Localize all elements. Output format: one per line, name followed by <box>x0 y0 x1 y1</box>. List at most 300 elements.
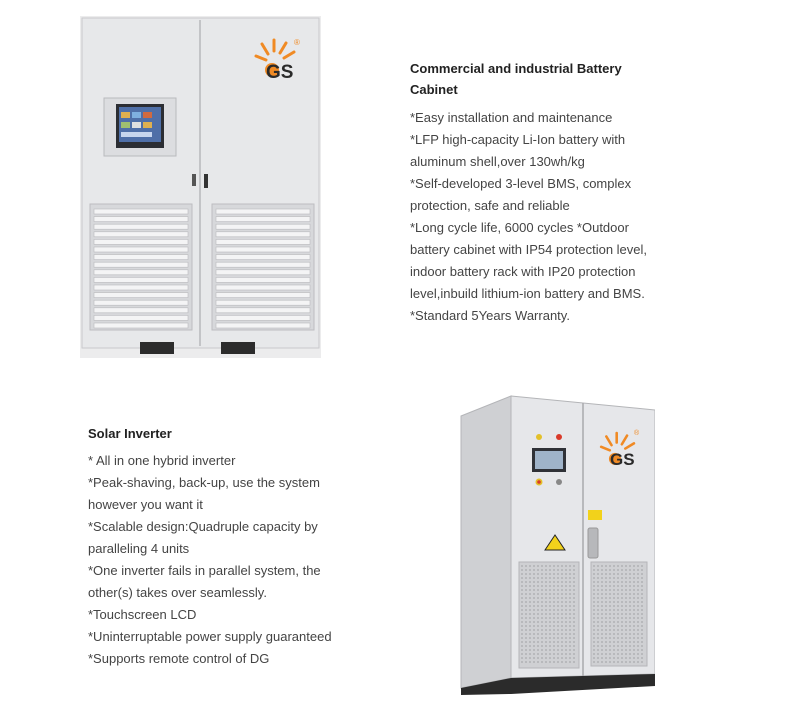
vent-hole <box>529 633 531 635</box>
vent-hole <box>525 641 527 643</box>
vent-hole <box>553 657 555 659</box>
vent-hole <box>605 605 607 607</box>
vent-hole <box>545 653 547 655</box>
vent-hole <box>617 593 619 595</box>
vent-hole <box>541 653 543 655</box>
louvre-slat <box>216 270 310 275</box>
vent-hole <box>557 613 559 615</box>
vent-hole <box>561 621 563 623</box>
vent-hole <box>605 589 607 591</box>
vent-hole <box>565 645 567 647</box>
feature-line: *One inverter fails in parallel system, the <box>88 563 321 578</box>
vent-hole <box>605 645 607 647</box>
vent-hole <box>545 621 547 623</box>
vent-hole <box>529 617 531 619</box>
vent-hole <box>633 585 635 587</box>
vent-hole <box>521 637 523 639</box>
vent-hole <box>617 581 619 583</box>
louvre-slat <box>216 255 310 260</box>
vent-hole <box>565 577 567 579</box>
vent-hole <box>537 569 539 571</box>
vent-hole <box>637 661 639 663</box>
vent-hole <box>533 633 535 635</box>
vent-hole <box>541 569 543 571</box>
louvre-slat <box>94 217 188 222</box>
vent-hole <box>597 613 599 615</box>
vent-hole <box>641 649 643 651</box>
vent-hole <box>597 633 599 635</box>
vent-hole <box>545 661 547 663</box>
feature-line: aluminum shell,over 130wh/kg <box>410 154 585 169</box>
vent-hole <box>569 573 571 575</box>
vent-hole <box>557 569 559 571</box>
louvre-slat <box>94 323 188 328</box>
louvre-slat <box>216 293 310 298</box>
vent-hole <box>629 621 631 623</box>
vent-hole <box>621 645 623 647</box>
vent-hole <box>621 577 623 579</box>
vent-hole <box>569 593 571 595</box>
vent-hole <box>521 573 523 575</box>
vent-hole <box>617 597 619 599</box>
vent-hole <box>605 581 607 583</box>
vent-hole <box>617 629 619 631</box>
vent-hole <box>597 585 599 587</box>
vent-hole <box>641 637 643 639</box>
vent-hole <box>641 633 643 635</box>
vent-hole <box>573 609 575 611</box>
vent-hole <box>561 657 563 659</box>
vent-hole <box>569 569 571 571</box>
vent-hole <box>601 613 603 615</box>
vent-hole <box>541 597 543 599</box>
vent-hole <box>593 625 595 627</box>
vent-hole <box>573 633 575 635</box>
vent-hole <box>565 661 567 663</box>
vent-hole <box>637 617 639 619</box>
vent-hole <box>629 581 631 583</box>
vent-hole <box>545 573 547 575</box>
vent-hole <box>629 569 631 571</box>
vent-hole <box>553 593 555 595</box>
vent-hole <box>533 657 535 659</box>
vent-hole <box>617 625 619 627</box>
vent-hole <box>573 613 575 615</box>
vent-hole <box>609 641 611 643</box>
vent-hole <box>593 661 595 663</box>
vent-hole <box>541 609 543 611</box>
vent-hole <box>545 589 547 591</box>
vent-hole <box>529 653 531 655</box>
vent-hole <box>545 577 547 579</box>
vent-hole <box>549 597 551 599</box>
vent-hole <box>537 637 539 639</box>
vent-hole <box>613 601 615 603</box>
vent-hole <box>545 637 547 639</box>
vent-hole <box>633 597 635 599</box>
vent-hole <box>609 609 611 611</box>
vent-hole <box>537 641 539 643</box>
vent-hole <box>553 597 555 599</box>
vent-hole <box>601 633 603 635</box>
vent-hole <box>617 569 619 571</box>
vent-hole <box>521 609 523 611</box>
battery-cabinet-description <box>410 58 647 327</box>
vent-hole <box>633 573 635 575</box>
vent-hole <box>609 601 611 603</box>
feature-line: battery cabinet with IP54 protection level, <box>410 242 648 257</box>
vent-hole <box>625 657 627 659</box>
vent-hole <box>629 605 631 607</box>
vent-hole <box>609 661 611 663</box>
vent-hole <box>633 593 635 595</box>
vent-hole <box>601 597 603 599</box>
vent-hole <box>541 637 543 639</box>
vent-hole <box>593 637 595 639</box>
vent-hole <box>621 633 623 635</box>
vent-hole <box>625 585 627 587</box>
feature-line: other(s) takes over seamlessly. <box>88 585 267 600</box>
louvre-slat <box>94 239 188 244</box>
vent-hole <box>533 617 535 619</box>
louvre-slat <box>216 323 310 328</box>
vent-hole <box>641 601 643 603</box>
vent-hole <box>537 581 539 583</box>
vent-hole <box>565 569 567 571</box>
vent-hole <box>533 593 535 595</box>
vent-hole <box>613 593 615 595</box>
vent-hole <box>541 601 543 603</box>
vent-hole <box>625 641 627 643</box>
vent-hole <box>533 653 535 655</box>
vent-hole <box>641 597 643 599</box>
vent-hole <box>633 633 635 635</box>
vent-hole <box>641 645 643 647</box>
vent-hole <box>573 649 575 651</box>
vent-hole <box>609 625 611 627</box>
vent-hole <box>609 605 611 607</box>
vent-hole <box>617 573 619 575</box>
vent-hole <box>569 565 571 567</box>
vent-hole <box>593 645 595 647</box>
vent-hole <box>625 633 627 635</box>
vent-hole <box>537 585 539 587</box>
vent-hole <box>573 577 575 579</box>
vent-hole <box>525 601 527 603</box>
vent-hole <box>521 565 523 567</box>
vent-hole <box>605 625 607 627</box>
vent-hole <box>633 589 635 591</box>
vent-hole <box>557 629 559 631</box>
vent-hole <box>573 637 575 639</box>
vent-hole <box>629 585 631 587</box>
vent-hole <box>629 625 631 627</box>
vent-hole <box>573 653 575 655</box>
vent-hole <box>557 609 559 611</box>
vent-hole <box>629 657 631 659</box>
louvre-slat <box>216 224 310 229</box>
vent-hole <box>641 565 643 567</box>
vent-hole <box>601 649 603 651</box>
vent-hole <box>641 609 643 611</box>
vent-hole <box>629 653 631 655</box>
vent-hole <box>605 657 607 659</box>
vent-hole <box>609 649 611 651</box>
vent-hole <box>557 661 559 663</box>
vent-hole <box>625 609 627 611</box>
vent-hole <box>529 573 531 575</box>
vent-hole <box>545 649 547 651</box>
vent-hole <box>537 625 539 627</box>
louvre-slat <box>94 277 188 282</box>
vent-hole <box>569 597 571 599</box>
vent-hole <box>569 577 571 579</box>
vent-hole <box>529 589 531 591</box>
vent-hole <box>601 661 603 663</box>
vent-hole <box>573 641 575 643</box>
vent-hole <box>609 613 611 615</box>
vent-hole <box>537 617 539 619</box>
registered-mark: ® <box>634 430 640 437</box>
vent-hole <box>637 597 639 599</box>
vent-hole <box>637 593 639 595</box>
vent-hole <box>629 645 631 647</box>
vent-hole <box>633 641 635 643</box>
vent-hole <box>573 585 575 587</box>
vent-hole <box>541 661 543 663</box>
vent-hole <box>553 605 555 607</box>
sun-logo-icon <box>250 38 308 86</box>
vent-hole <box>637 601 639 603</box>
vent-hole <box>597 653 599 655</box>
vent-hole <box>537 661 539 663</box>
vent-hole <box>549 657 551 659</box>
vent-hole <box>629 609 631 611</box>
vent-hole <box>525 597 527 599</box>
vent-hole <box>533 585 535 587</box>
vent-hole <box>601 573 603 575</box>
vent-hole <box>545 613 547 615</box>
vent-hole <box>597 573 599 575</box>
vent-hole <box>569 637 571 639</box>
vent-hole <box>613 621 615 623</box>
vent-hole <box>561 617 563 619</box>
vent-hole <box>609 617 611 619</box>
vent-hole <box>521 605 523 607</box>
vent-hole <box>601 625 603 627</box>
vent-hole <box>621 653 623 655</box>
vent-hole <box>637 585 639 587</box>
feature-line: *Easy installation and maintenance <box>410 110 613 125</box>
vent-hole <box>529 585 531 587</box>
vent-hole <box>625 581 627 583</box>
vent-hole <box>549 565 551 567</box>
vent-hole <box>613 589 615 591</box>
vent-hole <box>537 589 539 591</box>
vent-hole <box>569 645 571 647</box>
vent-hole <box>617 657 619 659</box>
vent-hole <box>641 625 643 627</box>
vent-hole <box>529 597 531 599</box>
vent-hole <box>545 625 547 627</box>
vent-hole <box>637 577 639 579</box>
vent-hole <box>569 649 571 651</box>
vent-hole <box>617 613 619 615</box>
vent-hole <box>521 653 523 655</box>
vent-hole <box>561 641 563 643</box>
product-title-line: Cabinet <box>410 82 458 97</box>
vent-hole <box>597 637 599 639</box>
vent-hole <box>621 637 623 639</box>
vent-hole <box>541 649 543 651</box>
vent-hole <box>553 613 555 615</box>
vent-hole <box>561 581 563 583</box>
vent-hole <box>521 657 523 659</box>
vent-hole <box>569 621 571 623</box>
vent-hole <box>533 637 535 639</box>
vent-hole <box>597 661 599 663</box>
vent-hole <box>541 645 543 647</box>
vent-hole <box>569 601 571 603</box>
vent-hole <box>557 617 559 619</box>
vent-hole <box>613 617 615 619</box>
vent-hole <box>553 629 555 631</box>
vent-hole <box>617 585 619 587</box>
vent-hole <box>641 585 643 587</box>
vent-hole <box>541 573 543 575</box>
feature-line: indoor battery rack with IP20 protection <box>410 264 636 279</box>
vent-hole <box>641 617 643 619</box>
vent-hole <box>605 617 607 619</box>
vent-hole <box>633 609 635 611</box>
vent-hole <box>549 617 551 619</box>
vent-hole <box>633 629 635 631</box>
vent-hole <box>621 593 623 595</box>
vent-hole <box>525 653 527 655</box>
feature-line: *Scalable design:Quadruple capacity by <box>88 519 318 534</box>
vent-hole <box>549 629 551 631</box>
vent-hole <box>549 645 551 647</box>
vent-hole <box>605 613 607 615</box>
vent-hole <box>549 601 551 603</box>
vent-hole <box>529 657 531 659</box>
vent-hole <box>597 625 599 627</box>
vent-hole <box>637 613 639 615</box>
vent-hole <box>597 577 599 579</box>
vent-hole <box>625 589 627 591</box>
vent-hole <box>625 645 627 647</box>
vent-hole <box>613 565 615 567</box>
vent-hole <box>613 641 615 643</box>
vent-hole <box>565 633 567 635</box>
vent-hole <box>637 645 639 647</box>
vent-hole <box>557 577 559 579</box>
vent-hole <box>529 605 531 607</box>
vent-hole <box>573 593 575 595</box>
vent-hole <box>597 597 599 599</box>
vent-hole <box>561 573 563 575</box>
vent-hole <box>533 645 535 647</box>
vent-hole <box>525 609 527 611</box>
vent-hole <box>625 653 627 655</box>
vent-hole <box>561 565 563 567</box>
vent-hole <box>605 621 607 623</box>
vent-hole <box>525 573 527 575</box>
vent-hole <box>545 657 547 659</box>
vent-hole <box>525 657 527 659</box>
vent-hole <box>525 629 527 631</box>
vent-hole <box>609 589 611 591</box>
vent-hole <box>573 589 575 591</box>
vent-hole <box>569 629 571 631</box>
vent-hole <box>573 617 575 619</box>
vent-hole <box>617 649 619 651</box>
vent-hole <box>593 617 595 619</box>
vent-hole <box>553 573 555 575</box>
vent-hole <box>521 601 523 603</box>
vent-hole <box>533 589 535 591</box>
vent-hole <box>573 605 575 607</box>
vent-hole <box>565 637 567 639</box>
vent-hole <box>629 633 631 635</box>
vent-hole <box>565 657 567 659</box>
vent-hole <box>525 589 527 591</box>
vent-hole <box>573 565 575 567</box>
vent-hole <box>557 625 559 627</box>
vent-hole <box>617 617 619 619</box>
sun-logo-icon <box>596 430 646 474</box>
vent-hole <box>625 573 627 575</box>
vent-hole <box>537 633 539 635</box>
louvre-slat <box>216 277 310 282</box>
vent-hole <box>625 621 627 623</box>
vent-hole <box>541 581 543 583</box>
vent-hole <box>545 601 547 603</box>
logo-text: GS <box>610 450 635 469</box>
vent-hole <box>533 605 535 607</box>
vent-hole <box>617 641 619 643</box>
vent-hole <box>629 601 631 603</box>
vent-hole <box>525 585 527 587</box>
vent-hole <box>625 625 627 627</box>
vent-hole <box>565 653 567 655</box>
vent-hole <box>593 597 595 599</box>
vent-hole <box>637 629 639 631</box>
vent-hole <box>613 569 615 571</box>
vent-hole <box>621 625 623 627</box>
vent-hole <box>549 641 551 643</box>
vent-hole <box>541 613 543 615</box>
vent-hole <box>637 637 639 639</box>
vent-hole <box>569 609 571 611</box>
vent-hole <box>561 629 563 631</box>
vent-hole <box>545 593 547 595</box>
vent-hole <box>621 609 623 611</box>
vent-hole <box>553 565 555 567</box>
vent-hole <box>569 661 571 663</box>
vent-hole <box>625 605 627 607</box>
vent-hole <box>553 637 555 639</box>
vent-hole <box>557 657 559 659</box>
vent-hole <box>561 605 563 607</box>
vent-hole <box>525 565 527 567</box>
vent-hole <box>613 573 615 575</box>
vent-hole <box>613 637 615 639</box>
vent-hole <box>629 573 631 575</box>
vent-hole <box>641 593 643 595</box>
louvre-slat <box>94 224 188 229</box>
vent-hole <box>561 589 563 591</box>
